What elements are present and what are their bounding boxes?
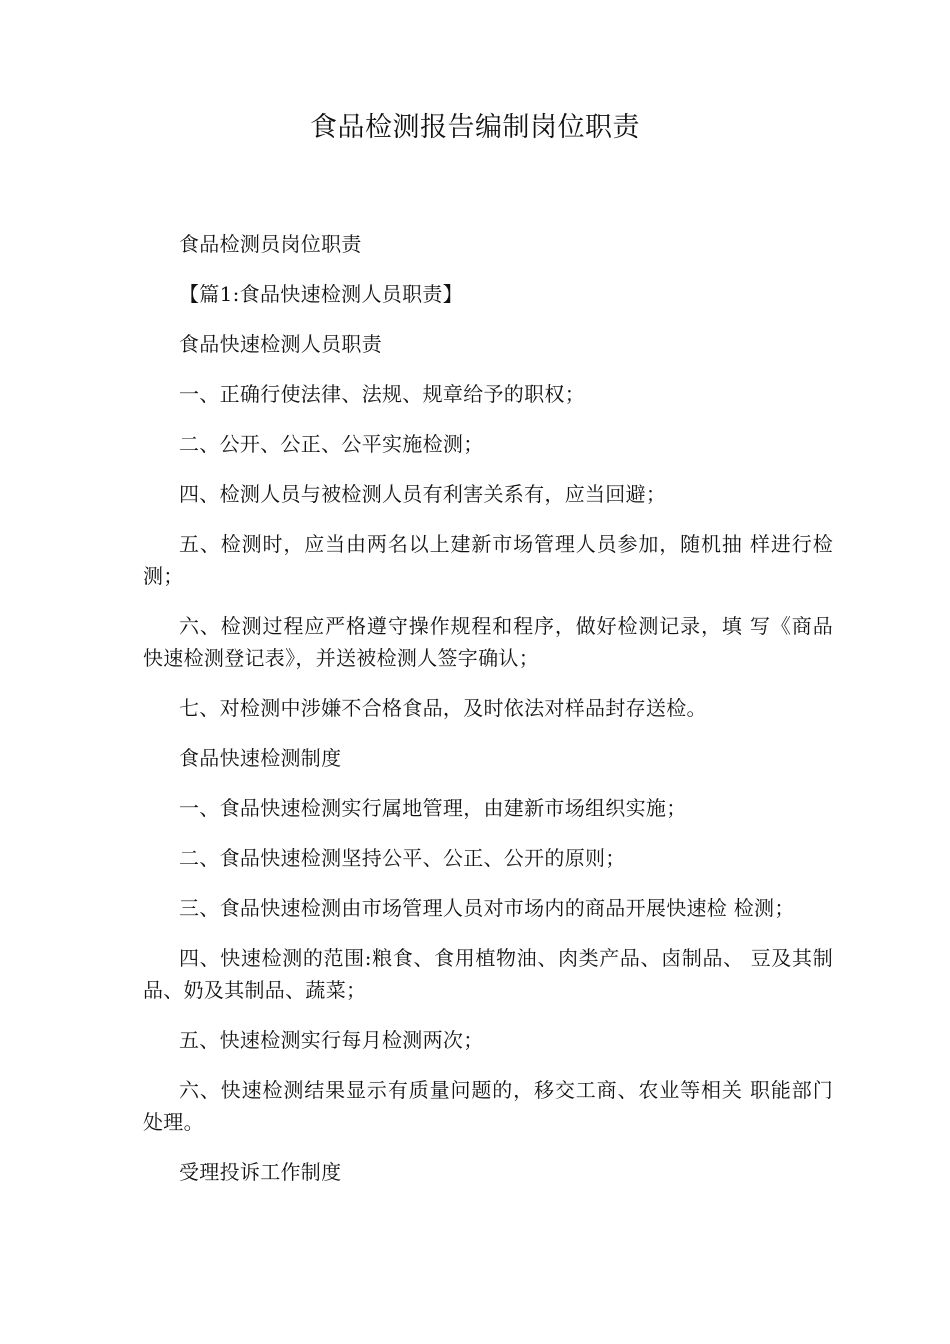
section-heading-rapid-test-system: 食品快速检测制度 (179, 746, 342, 770)
system-item-1: 一、食品快速检测实行属地管理，由建新市场组织实施； (179, 796, 687, 820)
system-item-4: 四、快速检测的范围:粮食、食用植物油、肉类产品、卤制品、 豆及其制品、奶及其制品、蔬菜； (143, 946, 833, 1002)
duty-item-7: 七、对检测中涉嫌不合格食品，及时依法对样品封存送检。 (179, 696, 707, 720)
duty-item-1: 一、正确行使法律、法规、规章给予的职权； (179, 382, 585, 406)
system-item-3: 三、食品快速检测由市场管理人员对市场内的商品开展快速检 检测； (179, 896, 795, 920)
duty-item-6: 六、检测过程应严格遵守操作规程和程序，做好检测记录，填 写《商品快速检测登记表》，并送被检测人签字确认； (143, 614, 833, 670)
document-body (143, 228, 833, 1206)
duty-item-2: 二、公开、公正、公平实施检测； (179, 432, 484, 456)
system-item-5: 五、快速检测实行每月检测两次； (179, 1028, 484, 1052)
document-title: 食品检测报告编制岗位职责 (310, 112, 640, 143)
chapter-heading: 【篇1:食品快速检测人员职责】 (179, 282, 463, 306)
system-item-6: 六、快速检测结果显示有质量问题的，移交工商、农业等相关 职能部门处理。 (143, 1078, 833, 1134)
duty-item-4: 四、检测人员与被检测人员有利害关系有，应当回避； (179, 482, 667, 506)
system-item-2: 二、食品快速检测坚持公平、公正、公开的原则； (179, 846, 626, 870)
section-heading-rapid-test-duties: 食品快速检测人员职责 (179, 332, 382, 356)
duty-item-5: 五、检测时，应当由两名以上建新市场管理人员参加，随机抽 样进行检测； (143, 532, 833, 588)
section-heading-inspector-duties: 食品检测员岗位职责 (179, 232, 362, 256)
section-heading-complaints: 受理投诉工作制度 (179, 1160, 342, 1184)
